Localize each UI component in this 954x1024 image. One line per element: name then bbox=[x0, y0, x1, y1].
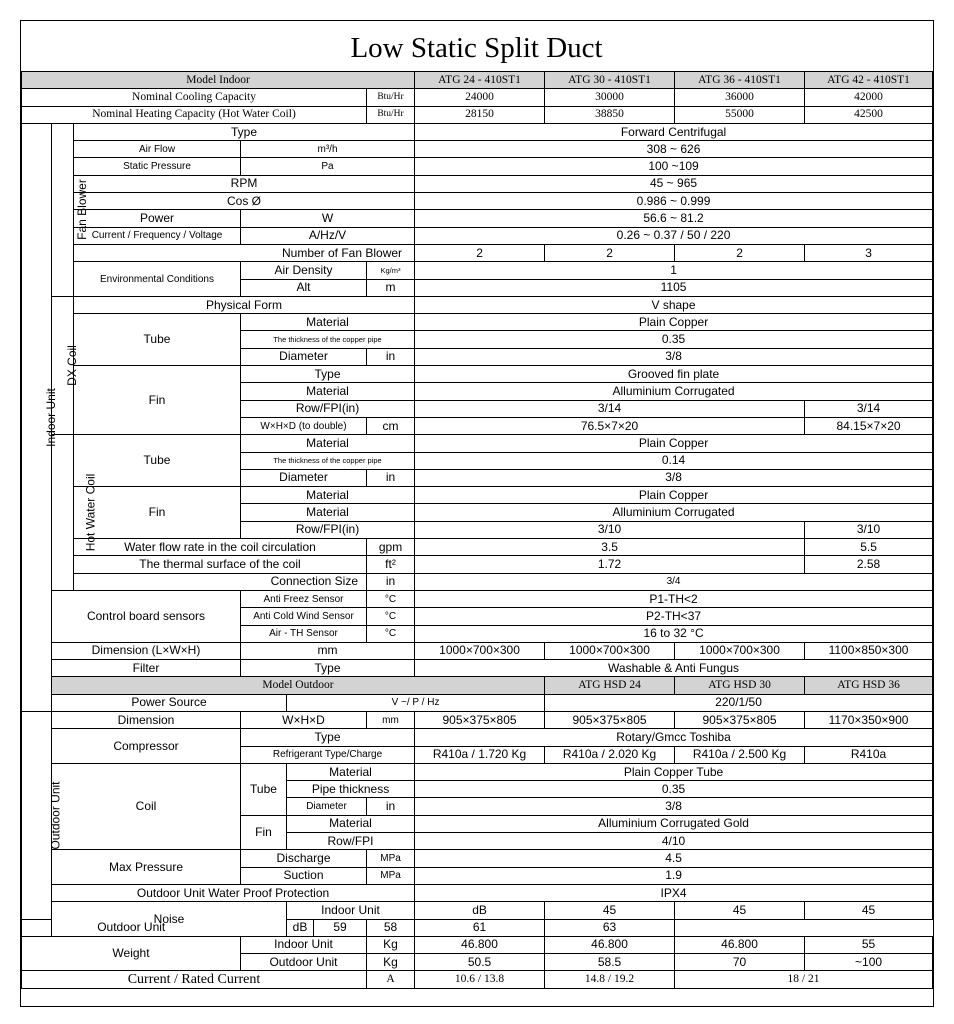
cooling-2: 30000 bbox=[545, 89, 675, 106]
model-indoor-row bbox=[22, 72, 933, 89]
fan-blower-label: Fan Blower bbox=[74, 179, 89, 241]
coil-tube-material-value: Plain Copper Tube bbox=[415, 763, 933, 780]
dx-coil-label: DX Coil bbox=[64, 345, 79, 386]
noise-indoor-2: 45 bbox=[675, 902, 805, 919]
dx-tube-label: Tube bbox=[74, 314, 241, 366]
refrigerant-1: R410a / 1.720 Kg bbox=[415, 746, 545, 763]
coil-row-fpi-label: Row/FPI bbox=[287, 833, 415, 850]
static-value: 100 ~109 bbox=[415, 158, 933, 175]
heating-label: Nominal Heating Capacity (Hot Water Coil) bbox=[22, 106, 367, 123]
pressure-label: Max Pressure bbox=[52, 850, 241, 885]
model-outdoor-row bbox=[22, 677, 933, 694]
noise-outdoor-unit: dB bbox=[287, 919, 314, 936]
air-density-unit: Kg/m³ bbox=[367, 262, 415, 279]
dx-diameter-unit: in bbox=[367, 348, 415, 365]
hw-row-fpi-label: Row/FPI(in) bbox=[241, 521, 415, 538]
power-row bbox=[22, 210, 933, 227]
num-fan-label: Number of Fan Blower bbox=[74, 244, 415, 261]
filter-value: Washable & Anti Fungus bbox=[415, 660, 933, 677]
dx-whd-b: 84.15×7×20 bbox=[805, 417, 933, 434]
dx-row-fpi-b: 3/14 bbox=[805, 400, 933, 417]
cooling-3: 36000 bbox=[675, 89, 805, 106]
hw-surface-unit: ft² bbox=[367, 556, 415, 573]
hw-tube-label: Tube bbox=[74, 435, 241, 487]
num-fan-row bbox=[22, 244, 933, 261]
indoor-dim-2: 1000×700×300 bbox=[545, 642, 675, 659]
weight-outdoor-3: 70 bbox=[675, 954, 805, 971]
rpm-row bbox=[22, 175, 933, 192]
heating-unit: Btu/Hr bbox=[367, 106, 415, 123]
dx-tube-material-row bbox=[22, 314, 933, 331]
hw-thickness-label: The thickness of the copper pipe bbox=[241, 452, 415, 469]
weight-outdoor-4: ~100 bbox=[805, 954, 933, 971]
airflow-row bbox=[22, 141, 933, 158]
dx-fin-label: Fin bbox=[74, 366, 241, 435]
coil-label: Coil bbox=[52, 763, 241, 849]
air-density-row bbox=[22, 262, 933, 279]
coil-tube-label: Tube bbox=[241, 763, 287, 815]
indoor-dim-4: 1100×850×300 bbox=[805, 642, 933, 659]
sensor-air-label: Air - TH Sensor bbox=[241, 625, 367, 642]
current-freq-unit: A/Hz/V bbox=[241, 227, 415, 244]
airflow-label: Air Flow bbox=[74, 141, 241, 158]
weight-indoor-unit: Kg bbox=[367, 936, 415, 953]
cooling-1: 24000 bbox=[415, 89, 545, 106]
indoor-unit-group bbox=[22, 123, 58, 711]
model-indoor-2: ATG 30 - 410ST1 bbox=[545, 72, 675, 89]
dx-fin-type-row bbox=[22, 366, 933, 383]
power-label: Power bbox=[74, 210, 241, 227]
outdoor-unit-group bbox=[22, 711, 63, 919]
hw-row-fpi-b: 3/10 bbox=[805, 521, 933, 538]
dx-fin-type-label: Type bbox=[241, 366, 415, 383]
comp-type-value: Rotary/Gmcc Toshiba bbox=[415, 729, 933, 746]
coil-fin-material-label: Material bbox=[287, 815, 415, 832]
rated-current-label: Current / Rated Current bbox=[22, 971, 367, 988]
suction-unit: MPa bbox=[367, 867, 415, 884]
model-indoor-3: ATG 36 - 410ST1 bbox=[675, 72, 805, 89]
hw-surface-row bbox=[22, 556, 933, 573]
outdoor-dim-sub: W×H×D bbox=[241, 711, 367, 728]
coil-thickness-value: 0.35 bbox=[415, 781, 933, 798]
dx-row-fpi-a: 3/14 bbox=[415, 400, 805, 417]
power-unit: W bbox=[241, 210, 415, 227]
refrigerant-label: Refrigerant Type/Charge bbox=[241, 746, 415, 763]
noise-indoor-row bbox=[22, 902, 933, 919]
weight-indoor-row bbox=[22, 936, 933, 953]
hw-fin-material2-label: Material bbox=[241, 504, 415, 521]
filter-label: Filter bbox=[52, 660, 241, 677]
rated-current-2: 14.8 / 19.2 bbox=[545, 971, 675, 988]
hw-tube-material-value: Plain Copper bbox=[415, 435, 933, 452]
weight-label: Weight bbox=[22, 936, 241, 971]
static-label: Static Pressure bbox=[74, 158, 241, 175]
dx-fin-material-value: Alluminium Corrugated bbox=[415, 383, 933, 400]
hw-fin-material1-value: Plain Copper bbox=[415, 487, 933, 504]
hw-conn-row bbox=[22, 573, 933, 590]
model-indoor-4: ATG 42 - 410ST1 bbox=[805, 72, 933, 89]
alt-unit: m bbox=[367, 279, 415, 296]
outdoor-dim-2: 905×375×805 bbox=[545, 711, 675, 728]
fan-blower-group bbox=[52, 123, 89, 296]
model-indoor-1: ATG 24 - 410ST1 bbox=[415, 72, 545, 89]
noise-outdoor-label: Outdoor Unit bbox=[22, 919, 241, 936]
coil-diameter-unit: in bbox=[367, 798, 415, 815]
filter-type-label: Type bbox=[241, 660, 415, 677]
rpm-value: 45 ~ 965 bbox=[415, 175, 933, 192]
model-indoor-label: Model Indoor bbox=[22, 72, 415, 89]
dx-diameter-value: 3/8 bbox=[415, 348, 933, 365]
dx-fin-type-value: Grooved fin plate bbox=[415, 366, 933, 383]
dx-fin-material-label: Material bbox=[241, 383, 415, 400]
waterproof-value: IPX4 bbox=[415, 884, 933, 901]
cos-row bbox=[22, 193, 933, 210]
outdoor-dim-label: Dimension bbox=[52, 711, 241, 728]
hw-flow-row bbox=[22, 539, 933, 556]
weight-indoor-4: 55 bbox=[805, 936, 933, 953]
noise-indoor-3: 45 bbox=[805, 902, 933, 919]
dx-whd-unit: cm bbox=[367, 417, 415, 434]
hw-fin-material2-value: Alluminium Corrugated bbox=[415, 504, 933, 521]
suction-label: Suction bbox=[241, 867, 367, 884]
sensor-freez-unit: °C bbox=[367, 590, 415, 607]
coil-tube-material-label: Material bbox=[287, 763, 415, 780]
coil-tube-material-row bbox=[22, 763, 933, 780]
weight-indoor-2: 46.800 bbox=[545, 936, 675, 953]
dx-whd-a: 76.5×7×20 bbox=[415, 417, 805, 434]
indoor-unit-label: Indoor Unit bbox=[43, 388, 58, 447]
noise-outdoor-row bbox=[22, 919, 933, 936]
hw-conn-value: 3/4 bbox=[415, 573, 933, 590]
hw-flow-a: 3.5 bbox=[415, 539, 805, 556]
num-fan-2: 2 bbox=[545, 244, 675, 261]
coil-row-fpi-value: 4/10 bbox=[415, 833, 933, 850]
hw-fin-label: Fin bbox=[74, 487, 241, 539]
coil-diameter-label: Diameter bbox=[287, 798, 367, 815]
comp-label: Compressor bbox=[52, 729, 241, 764]
noise-outdoor-1: 59 bbox=[314, 919, 367, 936]
current-freq-label: Current / Frequency / Voltage bbox=[74, 227, 241, 244]
sensor-freez-label: Anti Freez Sensor bbox=[241, 590, 367, 607]
weight-outdoor-2: 58.5 bbox=[545, 954, 675, 971]
outdoor-dim-1: 905×375×805 bbox=[415, 711, 545, 728]
noise-indoor-1: 45 bbox=[545, 902, 675, 919]
dx-row-fpi-label: Row/FPI(in) bbox=[241, 400, 415, 417]
coil-diameter-value: 3/8 bbox=[415, 798, 933, 815]
dx-form-value: V shape bbox=[415, 296, 933, 313]
num-fan-3: 2 bbox=[675, 244, 805, 261]
power-source-row bbox=[22, 694, 933, 711]
spec-sheet bbox=[20, 20, 934, 1007]
sensor-freez-value: P1-TH<2 bbox=[415, 590, 933, 607]
waterproof-row bbox=[22, 884, 933, 901]
discharge-label: Discharge bbox=[241, 850, 367, 867]
hw-flow-b: 5.5 bbox=[805, 539, 933, 556]
model-outdoor-1: ATG HSD 24 bbox=[545, 677, 675, 694]
cooling-label: Nominal Cooling Capacity bbox=[22, 89, 367, 106]
outdoor-dim-row bbox=[22, 711, 933, 728]
discharge-row bbox=[22, 850, 933, 867]
power-source-value: 220/1/50 bbox=[545, 694, 933, 711]
cooling-4: 42000 bbox=[805, 89, 933, 106]
current-freq-value: 0.26 ~ 0.37 / 50 / 220 bbox=[415, 227, 933, 244]
indoor-dim-3: 1000×700×300 bbox=[675, 642, 805, 659]
indoor-dim-label: Dimension (L×W×H) bbox=[52, 642, 241, 659]
power-source-unit: V ~/ P / Hz bbox=[287, 694, 545, 711]
alt-label: Alt bbox=[241, 279, 367, 296]
indoor-dim-1: 1000×700×300 bbox=[415, 642, 545, 659]
comp-type-label: Type bbox=[241, 729, 415, 746]
sensors-label: Control board sensors bbox=[52, 590, 241, 642]
heating-2: 38850 bbox=[545, 106, 675, 123]
hw-surface-a: 1.72 bbox=[415, 556, 805, 573]
rated-current-row bbox=[22, 971, 933, 988]
outdoor-unit-label: Outdoor Unit bbox=[48, 781, 63, 850]
noise-indoor-unit: dB bbox=[415, 902, 545, 919]
suction-value: 1.9 bbox=[415, 867, 933, 884]
fan-type-value: Forward Centrifugal bbox=[415, 123, 933, 140]
refrigerant-4: R410a bbox=[805, 746, 933, 763]
heating-row bbox=[22, 106, 933, 123]
model-outdoor-3: ATG HSD 36 bbox=[805, 677, 933, 694]
air-density-value: 1 bbox=[415, 262, 933, 279]
weight-outdoor-1: 50.5 bbox=[415, 954, 545, 971]
weight-indoor-label: Indoor Unit bbox=[241, 936, 367, 953]
cooling-unit: Btu/Hr bbox=[367, 89, 415, 106]
model-outdoor-2: ATG HSD 30 bbox=[675, 677, 805, 694]
heating-3: 55000 bbox=[675, 106, 805, 123]
dx-tube-material-label: Material bbox=[241, 314, 415, 331]
hw-fin-material1-row bbox=[22, 487, 933, 504]
dx-form-row bbox=[22, 296, 933, 313]
spec-table bbox=[21, 71, 933, 989]
hw-diameter-label: Diameter bbox=[241, 469, 367, 486]
hw-flow-unit: gpm bbox=[367, 539, 415, 556]
fan-type-label: Type bbox=[74, 123, 415, 140]
discharge-value: 4.5 bbox=[415, 850, 933, 867]
coil-fin-label: Fin bbox=[241, 815, 287, 850]
num-fan-4: 3 bbox=[805, 244, 933, 261]
weight-indoor-3: 46.800 bbox=[675, 936, 805, 953]
heating-4: 42500 bbox=[805, 106, 933, 123]
power-value: 56.6 ~ 81.2 bbox=[415, 210, 933, 227]
hw-surface-label: The thermal surface of the coil bbox=[74, 556, 367, 573]
noise-outdoor-2: 58 bbox=[367, 919, 415, 936]
hw-conn-label: Connection Size bbox=[74, 573, 367, 590]
hw-diameter-value: 3/8 bbox=[415, 469, 933, 486]
hw-flow-label: Water flow rate in the coil circulation bbox=[74, 539, 367, 556]
current-freq-row bbox=[22, 227, 933, 244]
indoor-dim-unit: mm bbox=[241, 642, 415, 659]
page-title: Low Static Split Duct bbox=[350, 32, 603, 64]
comp-type-row bbox=[22, 729, 933, 746]
coil-thickness-label: Pipe thickness bbox=[287, 781, 415, 798]
cooling-row bbox=[22, 89, 933, 106]
rated-current-unit: A bbox=[367, 971, 415, 988]
power-source-label: Power Source bbox=[52, 694, 287, 711]
outdoor-dim-3: 905×375×805 bbox=[675, 711, 805, 728]
fan-type-row bbox=[22, 123, 933, 140]
dx-thickness-label: The thickness of the copper pipe bbox=[241, 331, 415, 348]
noise-label: Noise bbox=[52, 902, 287, 937]
hot-water-coil-group bbox=[52, 435, 98, 591]
hw-diameter-unit: in bbox=[367, 469, 415, 486]
hw-conn-unit: in bbox=[367, 573, 415, 590]
static-unit: Pa bbox=[241, 158, 415, 175]
sensor-cold-value: P2-TH<37 bbox=[415, 608, 933, 625]
indoor-dim-row bbox=[22, 642, 933, 659]
model-outdoor-label: Model Outdoor bbox=[52, 677, 545, 694]
rated-current-3: 18 / 21 bbox=[675, 971, 933, 988]
dx-whd-label: W×H×D (to double) bbox=[241, 417, 367, 434]
hw-fin-material1-label: Material bbox=[241, 487, 415, 504]
dx-diameter-label: Diameter bbox=[241, 348, 367, 365]
heating-1: 28150 bbox=[415, 106, 545, 123]
alt-value: 1105 bbox=[415, 279, 933, 296]
sensor-cold-unit: °C bbox=[367, 608, 415, 625]
filter-row bbox=[22, 660, 933, 677]
airflow-value: 308 ~ 626 bbox=[415, 141, 933, 158]
refrigerant-2: R410a / 2.020 Kg bbox=[545, 746, 675, 763]
weight-outdoor-label: Outdoor Unit bbox=[241, 954, 367, 971]
coil-fin-material-value: Alluminium Corrugated Gold bbox=[415, 815, 933, 832]
weight-indoor-1: 46.800 bbox=[415, 936, 545, 953]
cos-value: 0.986 ~ 0.999 bbox=[415, 193, 933, 210]
rated-current-1: 10.6 / 13.8 bbox=[415, 971, 545, 988]
num-fan-1: 2 bbox=[415, 244, 545, 261]
hot-water-coil-label: Hot Water Coil bbox=[83, 473, 98, 552]
sensor-air-unit: °C bbox=[367, 625, 415, 642]
sensor-cold-label: Anti Cold Wind Sensor bbox=[241, 608, 367, 625]
air-density-label: Air Density bbox=[241, 262, 367, 279]
hw-surface-b: 2.58 bbox=[805, 556, 933, 573]
env-label: Environmental Conditions bbox=[74, 262, 241, 297]
cos-label: Cos Ø bbox=[74, 193, 415, 210]
weight-outdoor-unit: Kg bbox=[367, 954, 415, 971]
noise-indoor-label: Indoor Unit bbox=[287, 902, 415, 919]
sensor-air-value: 16 to 32 °C bbox=[415, 625, 933, 642]
dx-tube-material-value: Plain Copper bbox=[415, 314, 933, 331]
hw-tube-material-label: Material bbox=[241, 435, 415, 452]
discharge-unit: MPa bbox=[367, 850, 415, 867]
hw-thickness-value: 0.14 bbox=[415, 452, 933, 469]
dx-form-label: Physical Form bbox=[74, 296, 415, 313]
sensor-freez-row bbox=[22, 590, 933, 607]
refrigerant-3: R410a / 2.500 Kg bbox=[675, 746, 805, 763]
noise-outdoor-3: 61 bbox=[415, 919, 545, 936]
outdoor-dim-unit: mm bbox=[367, 711, 415, 728]
dx-thickness-value: 0.35 bbox=[415, 331, 933, 348]
rpm-label: RPM bbox=[74, 175, 415, 192]
waterproof-label: Outdoor Unit Water Proof Protection bbox=[52, 884, 415, 901]
noise-outdoor-4: 63 bbox=[545, 919, 675, 936]
hw-tube-material-row bbox=[22, 435, 933, 452]
airflow-unit: m³/h bbox=[241, 141, 415, 158]
static-row bbox=[22, 158, 933, 175]
outdoor-dim-4: 1170×350×900 bbox=[805, 711, 933, 728]
hw-row-fpi-a: 3/10 bbox=[415, 521, 805, 538]
